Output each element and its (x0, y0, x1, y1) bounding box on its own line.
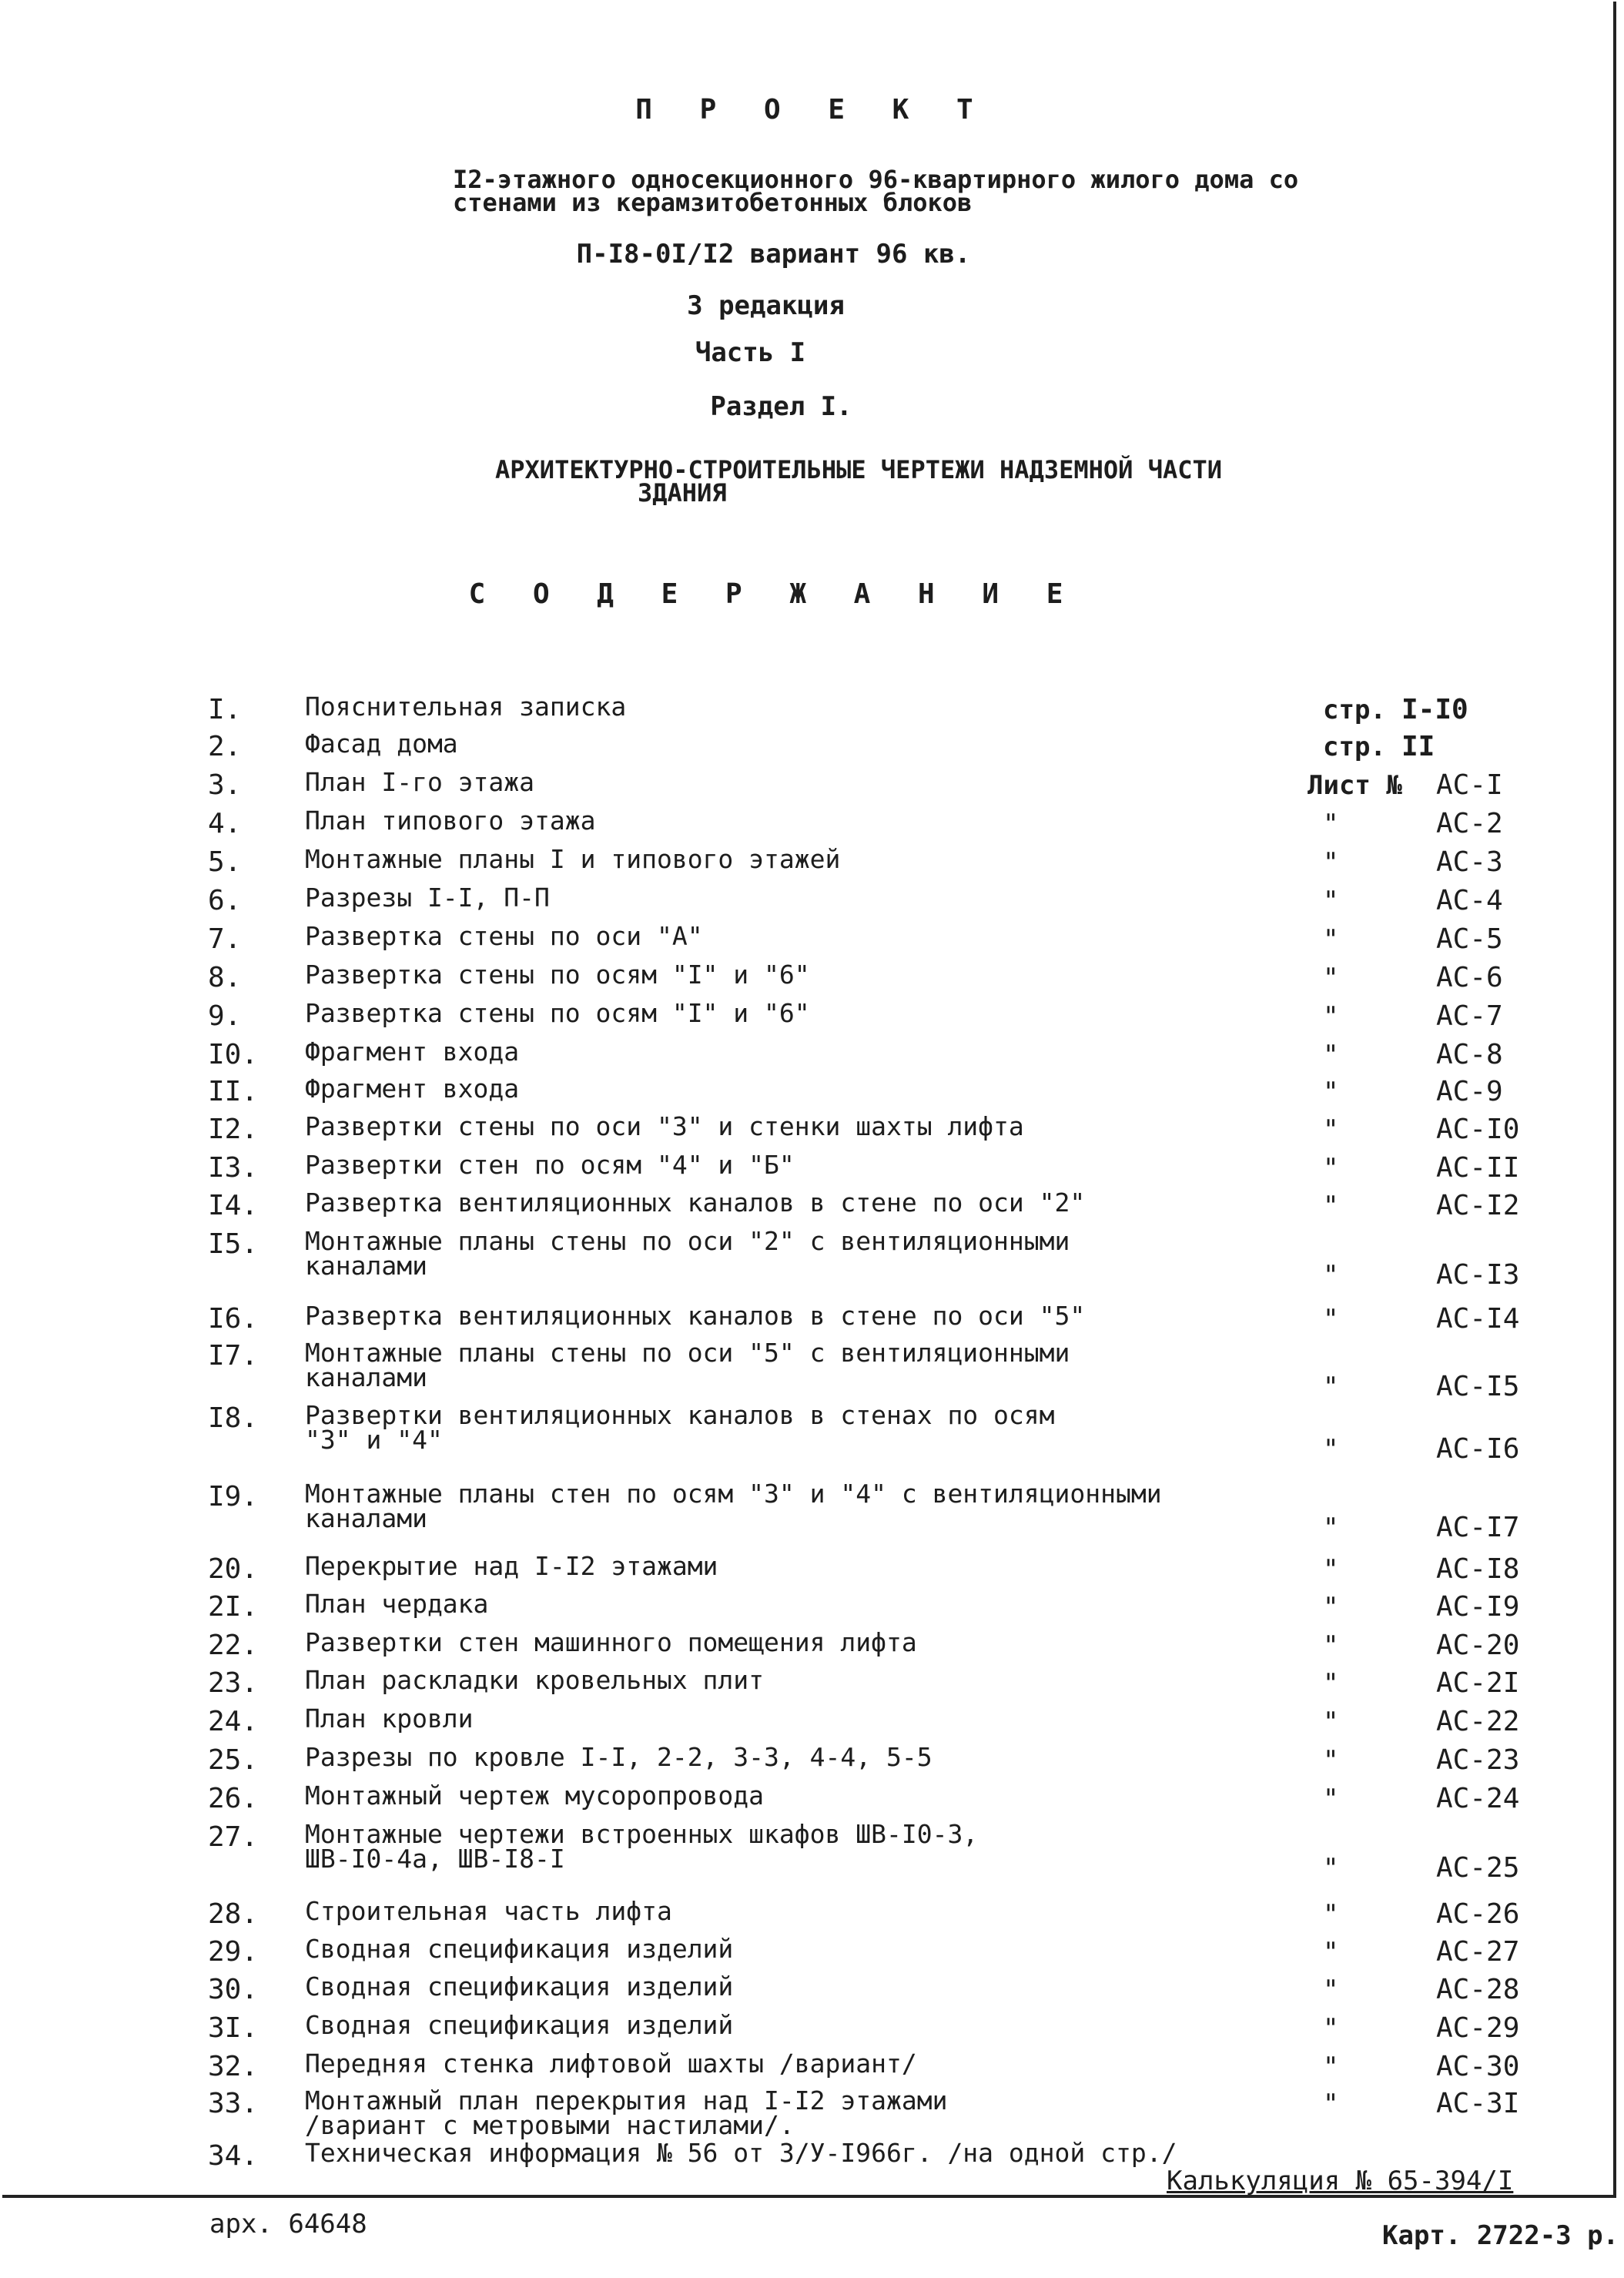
toc-number: I6. (208, 1303, 259, 1335)
toc-row (0, 1301, 1624, 1342)
toc-number: 22. (208, 1630, 259, 1661)
toc-ref: " (1323, 1114, 1339, 1145)
toc-sheet: АС-26 (1436, 1898, 1520, 1930)
toc-row (0, 1627, 1624, 1669)
toc-sheet: АС-3I (1436, 2088, 1520, 2119)
toc-sheet: АС-7 (1436, 1000, 1503, 1032)
archive-number: арх. 64648 (209, 2209, 367, 2239)
section-title-line1: АРХИТЕКТУРНО-СТРОИТЕЛЬНЫЕ ЧЕРТЕЖИ НАДЗЕМНОЙ ЧАСТИ (495, 455, 1223, 484)
toc-row (0, 2085, 1624, 2142)
toc-ref: " (1323, 2089, 1339, 2119)
toc-sheet: АС-6 (1436, 962, 1503, 993)
toc-row (0, 1226, 1624, 1298)
toc-number: 8. (208, 962, 242, 993)
toc-sheet: АС-2 (1436, 808, 1503, 839)
toc-title: Монтажный план перекрытия над I-I2 этажами /вариант с метровыми настилами/. (305, 2085, 948, 2140)
toc-number: 27. (208, 1821, 259, 1853)
toc-ref: " (1323, 1745, 1339, 1776)
toc-sheet: АС-9 (1436, 1076, 1503, 1107)
toc-ref: Лист № (1308, 770, 1402, 801)
toc-sheet: I-I0 (1401, 694, 1468, 725)
toc-number: 25. (208, 1744, 259, 1776)
toc-sheet: АС-20 (1436, 1630, 1520, 1661)
toc-ref: " (1323, 1853, 1339, 1884)
part: Часть I (695, 337, 806, 368)
toc-row (0, 1150, 1624, 1191)
toc-sheet: АС-29 (1436, 2012, 1520, 2044)
toc-row (0, 1037, 1624, 1078)
toc-sheet: АС-5 (1436, 923, 1503, 955)
toc-number: 30. (208, 1974, 259, 2005)
toc-sheet: АС-22 (1436, 1706, 1520, 1737)
toc-ref: " (1323, 1899, 1339, 1930)
toc-title: Передняя стенка лифтовой шахты /вариант/ (305, 2049, 917, 2079)
toc-row (0, 1896, 1624, 1938)
toc-title: Развертки стен машинного помещения лифта (305, 1627, 917, 1657)
toc-title: Монтажные планы стены по оси "2" с вентиляционными каналами (305, 1226, 1070, 1281)
toc-row (0, 1934, 1624, 1975)
toc-number: 24. (208, 1706, 259, 1737)
toc-row (0, 1589, 1624, 1630)
toc-title: Развертка вентиляционных каналов в стене по оси "2" (305, 1188, 1086, 1218)
toc-row (0, 1188, 1624, 1229)
toc-title: Техническая информация № 56 от 3/У-I966г. /на одной стр./ (305, 2138, 1177, 2168)
toc-number: 2. (208, 731, 242, 762)
toc-sheet: АС-8 (1436, 1039, 1503, 1070)
toc-sheet: АС-23 (1436, 1744, 1520, 1776)
toc-title: Развертка стены по осям "I" и "6" (305, 960, 810, 990)
toc-title: Монтажные чертежи встроенных шкафов ШВ-I0-3, ШВ-I0-4а, ШВ-I8-I (305, 1819, 979, 1874)
toc-number: I2. (208, 1114, 259, 1145)
toc-row (0, 1971, 1624, 2013)
toc-number: I9. (208, 1481, 259, 1513)
toc-title: Монтажные планы стен по осям "3" и "4" с вентиляционными каналами (305, 1479, 1162, 1533)
toc-row (0, 1111, 1624, 1153)
toc-row (0, 1074, 1624, 1115)
toc-ref: " (1323, 1191, 1339, 1221)
toc-number: 6. (208, 885, 242, 916)
project-description-line1: I2-этажного односекционного 96-квартирного жилого дома со (453, 165, 1299, 194)
toc-ref: " (1323, 963, 1339, 993)
toc-title: Развертки стены по оси "3" и стенки шахты лифта (305, 1111, 1024, 1141)
toc-ref: " (1323, 847, 1339, 878)
toc-number: 29. (208, 1936, 259, 1968)
toc-number: 2I. (208, 1591, 259, 1623)
toc-ref: " (1323, 1153, 1339, 1184)
toc-title: План чердака (305, 1589, 489, 1619)
toc-row (0, 692, 1624, 733)
toc-title: Развертка стены по оси "А" (305, 921, 703, 951)
toc-title: Разрезы по кровле I-I, 2-2, 3-3, 4-4, 5-5 (305, 1742, 933, 1772)
toc-number: 9. (208, 1000, 242, 1032)
toc-row (0, 1551, 1624, 1593)
toc-ref: " (1323, 2013, 1339, 2044)
toc-row (0, 1703, 1624, 1745)
toc-ref: " (1323, 1707, 1339, 1737)
toc-number: 32. (208, 2051, 259, 2082)
toc-ref: " (1323, 1040, 1339, 1070)
toc-ref: " (1323, 1434, 1339, 1465)
edition: 3 редакция (687, 290, 845, 321)
toc-ref: " (1323, 1975, 1339, 2005)
toc-sheet: АС-I7 (1436, 1512, 1520, 1543)
toc-number: I5. (208, 1228, 259, 1260)
toc-ref: " (1323, 1630, 1339, 1661)
toc-ref: " (1323, 1372, 1339, 1402)
toc-sheet: АС-28 (1436, 1974, 1520, 2005)
toc-title: Фрагмент входа (305, 1037, 520, 1067)
toc-ref: " (1323, 1937, 1339, 1968)
toc-number: I0. (208, 1039, 259, 1070)
toc-sheet: АС-I6 (1436, 1433, 1520, 1465)
toc-number: II. (208, 1076, 259, 1107)
toc-number: 7. (208, 923, 242, 955)
toc-row (0, 806, 1624, 847)
toc-number: 28. (208, 1898, 259, 1930)
contents-heading: С О Д Е Р Ж А Н И Е (468, 578, 1079, 610)
toc-sheet: АС-I3 (1436, 1259, 1520, 1291)
toc-row (0, 921, 1624, 963)
toc-ref: стр. (1323, 695, 1386, 725)
toc-sheet: АС-I0 (1436, 1114, 1520, 1145)
toc-ref: " (1323, 886, 1339, 916)
toc-number: 3I. (208, 2012, 259, 2044)
toc-sheet: II (1401, 731, 1435, 762)
toc-row (0, 998, 1624, 1040)
toc-row (0, 1819, 1624, 1891)
toc-sheet: АС-24 (1436, 1783, 1520, 1814)
toc-number: 34. (208, 2140, 259, 2172)
toc-ref: " (1323, 809, 1339, 839)
toc-row (0, 960, 1624, 1001)
toc-row (0, 1479, 1624, 1543)
calculation-number: Калькуляция № 65-394/I (1167, 2166, 1514, 2196)
toc-sheet: АС-25 (1436, 1852, 1520, 1884)
toc-ref: " (1323, 1784, 1339, 1814)
toc-number: 23. (208, 1667, 259, 1699)
toc-title: Развертки стен по осям "4" и "Б" (305, 1150, 795, 1180)
toc-row (0, 844, 1624, 886)
toc-sheet: АС-3 (1436, 846, 1503, 878)
project-heading: П Р О Е К Т (635, 94, 989, 126)
toc-ref: " (1323, 1304, 1339, 1335)
toc-title: Сводная спецификация изделий (305, 1934, 734, 1964)
toc-number: 26. (208, 1783, 259, 1814)
toc-sheet: АС-I2 (1436, 1190, 1520, 1221)
toc-title: Фасад дома (305, 729, 458, 759)
toc-row (0, 1400, 1624, 1465)
toc-row (0, 767, 1624, 809)
toc-sheet: АС-2I (1436, 1667, 1520, 1699)
toc-number: 33. (208, 2088, 259, 2119)
toc-title: Сводная спецификация изделий (305, 2010, 734, 2040)
toc-row (0, 1781, 1624, 1822)
project-description-line2: стенами из керамзитобетонных блоков (453, 188, 973, 217)
toc-number: I4. (208, 1190, 259, 1221)
toc-title: Развертка вентиляционных каналов в стене по оси "5" (305, 1301, 1086, 1331)
toc-title: План кровли (305, 1703, 474, 1734)
toc-sheet: АС-I4 (1436, 1303, 1520, 1335)
toc-row (0, 729, 1624, 770)
toc-ref: " (1323, 1513, 1339, 1543)
toc-ref: " (1323, 924, 1339, 955)
toc-row (0, 1665, 1624, 1707)
toc-title: Разрезы I-I, П-П (305, 883, 550, 913)
toc-sheet: АС-I (1436, 769, 1503, 801)
toc-title: План раскладки кровельных плит (305, 1665, 765, 1695)
toc-number: I. (208, 694, 242, 725)
toc-title: Монтажные планы стены по оси "5" с вентиляционными каналами (305, 1338, 1070, 1392)
toc-sheet: АС-II (1436, 1152, 1520, 1184)
toc-sheet: АС-4 (1436, 885, 1503, 916)
toc-title: Пояснительная записка (305, 692, 627, 722)
toc-number: 4. (208, 808, 242, 839)
toc-sheet: АС-I8 (1436, 1553, 1520, 1585)
toc-title: Сводная спецификация изделий (305, 1971, 734, 2002)
toc-sheet: АС-I9 (1436, 1591, 1520, 1623)
toc-ref: " (1323, 1077, 1339, 1107)
toc-title: Строительная часть лифта (305, 1896, 672, 1926)
toc-title: Развертки вентиляционных каналов в стенах по осям "3" и "4" (305, 1400, 1055, 1455)
toc-ref: " (1323, 1668, 1339, 1699)
toc-title: Монтажные планы I и типового этажей (305, 844, 841, 874)
card-number: Карт. 2722-3 р. (1382, 2220, 1619, 2251)
toc-title: План I-го этажа (305, 767, 535, 797)
toc-number: 5. (208, 846, 242, 878)
toc-row (0, 1742, 1624, 1784)
toc-ref: " (1323, 1260, 1339, 1291)
toc-number: 20. (208, 1553, 259, 1585)
project-code: П-I8-0I/I2 вариант 96 кв. (576, 239, 971, 270)
toc-title: Монтажный чертеж мусоропровода (305, 1781, 765, 1811)
toc-number: I8. (208, 1402, 259, 1434)
toc-ref: " (1323, 1001, 1339, 1032)
toc-number: 3. (208, 769, 242, 801)
toc-ref: " (1323, 1592, 1339, 1623)
toc-number: I7. (208, 1340, 259, 1372)
toc-sheet: АС-I5 (1436, 1371, 1520, 1402)
toc-title: Фрагмент входа (305, 1074, 520, 1104)
section: Раздел I. (710, 391, 852, 422)
toc-sheet: АС-27 (1436, 1936, 1520, 1968)
toc-ref: стр. (1323, 732, 1386, 762)
section-title-line2: ЗДАНИЯ (638, 478, 727, 508)
toc-ref: " (1323, 1554, 1339, 1585)
toc-number: I3. (208, 1152, 259, 1184)
toc-title: Развертка стены по осям "I" и "6" (305, 998, 810, 1028)
toc-row (0, 1338, 1624, 1402)
toc-sheet: АС-30 (1436, 2051, 1520, 2082)
toc-ref: " (1323, 2052, 1339, 2082)
toc-row (0, 2049, 1624, 2090)
toc-title: Перекрытие над I-I2 этажами (305, 1551, 718, 1581)
toc-row (0, 2010, 1624, 2052)
toc-title: План типового этажа (305, 806, 596, 836)
toc-row (0, 883, 1624, 924)
